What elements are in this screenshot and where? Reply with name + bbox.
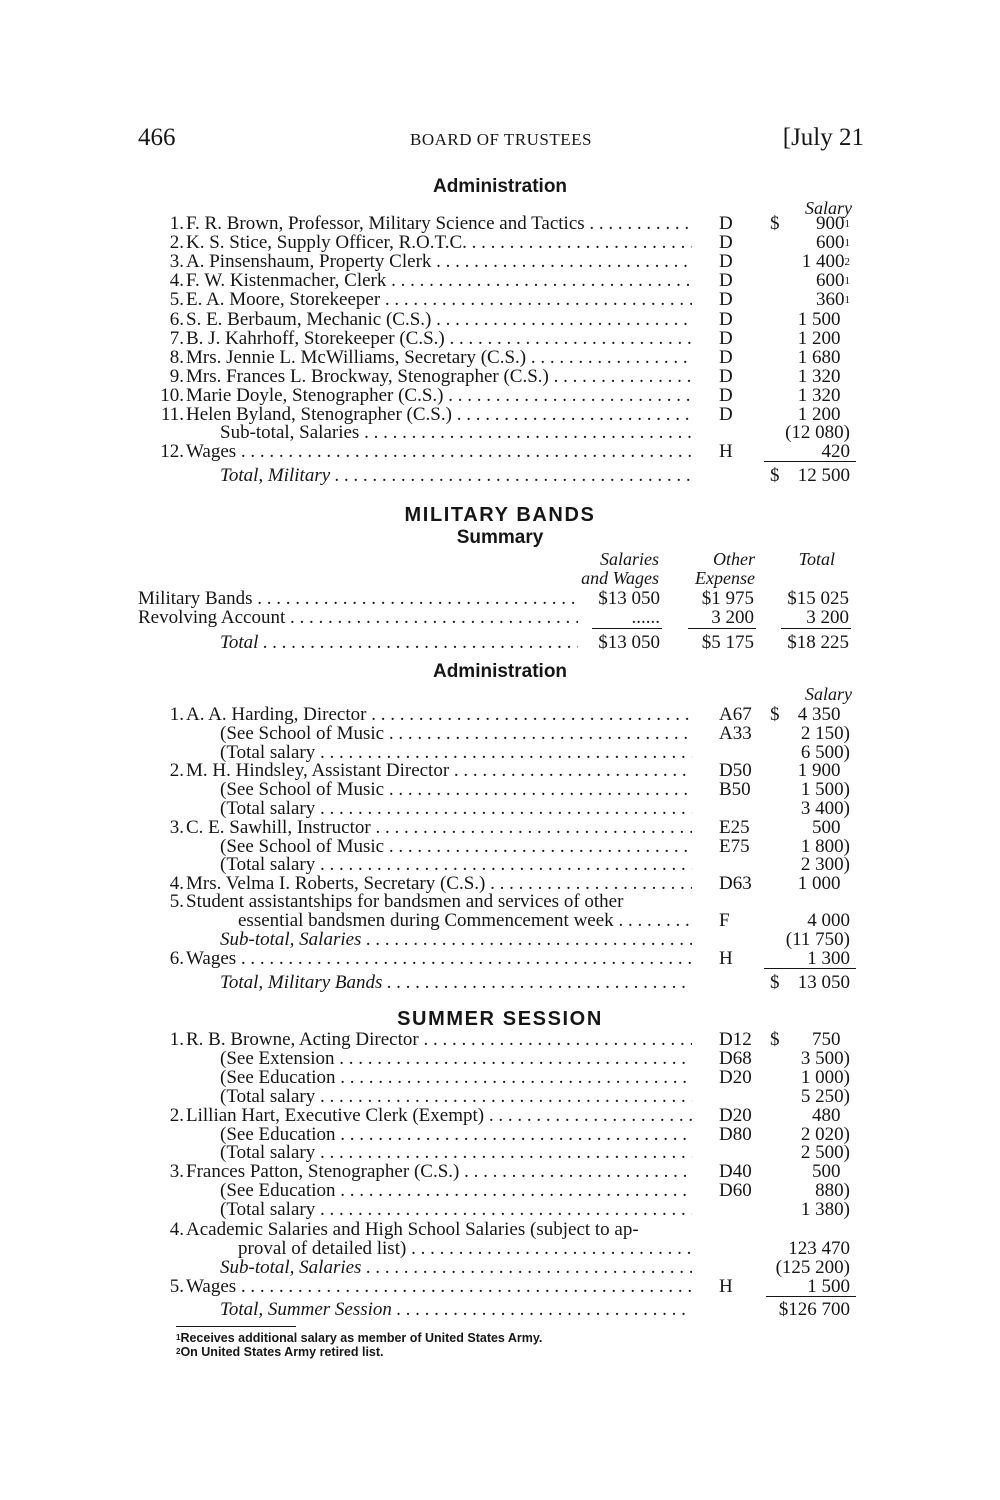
fund-code: D bbox=[719, 384, 733, 406]
band-subtotal-row bbox=[138, 930, 858, 949]
summer-total-row bbox=[138, 1300, 858, 1319]
staff-name: F. W. Kistenmacher, Clerk . . . bbox=[186, 271, 692, 290]
subtotal-amount: (11 750) bbox=[785, 929, 850, 950]
detail-row bbox=[138, 780, 858, 799]
total-amount: $126 700 bbox=[778, 1299, 850, 1320]
band-item-5 bbox=[138, 892, 858, 930]
staff-name: (Total salary . . . bbox=[220, 1087, 692, 1106]
salary-amount bbox=[801, 780, 850, 799]
dollar-sign: $ bbox=[770, 213, 780, 234]
fund-code: D bbox=[719, 365, 733, 387]
subtotal-label: Sub-total, Salaries . . . bbox=[220, 423, 692, 442]
summary-label: Revolving Account . . . bbox=[138, 608, 578, 627]
staff-name: (See Education . . . bbox=[220, 1125, 692, 1144]
footnote-rule bbox=[176, 1326, 296, 1327]
wages-amount: 1 500 bbox=[807, 1276, 850, 1297]
summary-rule bbox=[688, 628, 756, 629]
salary-amount bbox=[812, 1106, 850, 1125]
salary-value: 1 200 bbox=[797, 327, 841, 349]
staff-row bbox=[138, 1162, 858, 1181]
salary-amount bbox=[801, 1143, 850, 1162]
fund-code: D bbox=[719, 289, 733, 311]
item-number: 7. bbox=[169, 327, 184, 349]
fund-code: D bbox=[719, 308, 733, 330]
summary-salaries-wages: $13 050 bbox=[598, 588, 660, 609]
summary-row-revolving-account bbox=[138, 608, 860, 627]
salary-amount bbox=[801, 743, 850, 762]
fund-code: F bbox=[719, 910, 730, 931]
fund-code: D bbox=[719, 346, 733, 368]
item-number: 8. bbox=[169, 346, 184, 368]
summary-salaries-wages: $13 050 bbox=[598, 632, 660, 653]
page-header bbox=[138, 124, 864, 158]
subtotal-amount: (125 200) bbox=[775, 1257, 850, 1278]
column-heading-line: Salaries bbox=[599, 549, 659, 569]
footnote-marker: 1 bbox=[844, 237, 850, 250]
column-heading-line: Total bbox=[798, 549, 835, 569]
salary-amount bbox=[801, 1068, 850, 1087]
fund-code: D20 bbox=[719, 1104, 752, 1126]
item-number: 3. bbox=[169, 251, 184, 273]
summary-other-expense: $5 175 bbox=[701, 632, 754, 653]
salary-value: 2 300) bbox=[800, 854, 850, 876]
salary-value: 360 bbox=[816, 289, 845, 311]
salary-value: 1 900 bbox=[797, 760, 841, 782]
salary-value: 1 380) bbox=[800, 1199, 850, 1221]
running-head: BOARD OF TRUSTEES bbox=[410, 130, 592, 149]
staff-name: B. J. Kahrhoff, Storekeeper (C.S.) . . . bbox=[186, 329, 692, 348]
fund-code: A33 bbox=[719, 722, 752, 744]
footnote-2 bbox=[176, 1345, 384, 1359]
total-rule bbox=[766, 1296, 856, 1297]
item-number: 5. bbox=[169, 891, 184, 912]
staff-name: (See Education . . . bbox=[220, 1181, 692, 1200]
subtotal-amount: (12 080) bbox=[785, 422, 850, 443]
staff-row bbox=[138, 290, 858, 309]
fund-code: D bbox=[719, 232, 733, 254]
salary-amount bbox=[812, 1030, 850, 1049]
dollar-sign: $ bbox=[770, 704, 780, 725]
salary-value: 2 020) bbox=[800, 1123, 850, 1145]
total-rule bbox=[764, 461, 856, 462]
salary-amount bbox=[798, 705, 850, 724]
salary-amount bbox=[801, 1200, 850, 1219]
column-heading-line: and Wages bbox=[581, 568, 659, 588]
summer-item-4 bbox=[138, 1220, 858, 1258]
detail-row bbox=[138, 1143, 858, 1162]
salary-amount bbox=[801, 1087, 850, 1106]
staff-name: A. Pinsenshaum, Property Clerk . . . bbox=[186, 252, 692, 271]
item-number: 3. bbox=[169, 816, 184, 838]
staff-name: E. A. Moore, Storekeeper . . . bbox=[186, 290, 692, 309]
item-number: 10. bbox=[160, 384, 184, 406]
section-heading-summer-session: SUMMER SESSION bbox=[397, 1008, 603, 1030]
total-label: Total, Military Bands . . . bbox=[220, 973, 692, 992]
detail-row bbox=[138, 1087, 858, 1106]
fund-code: D50 bbox=[719, 760, 752, 782]
salary-amount bbox=[801, 1125, 850, 1144]
summary-label: Military Bands . . . bbox=[138, 589, 578, 608]
summer-subtotal-row bbox=[138, 1258, 858, 1277]
salary-value: 2 150) bbox=[800, 722, 850, 744]
staff-name: Helen Byland, Stenographer (C.S.) . . . bbox=[186, 405, 692, 424]
item-number: 9. bbox=[169, 365, 184, 387]
fund-code: D bbox=[719, 213, 733, 234]
column-heading-line: Expense bbox=[695, 568, 755, 588]
staff-name: (See School of Music . . . bbox=[220, 780, 692, 799]
detail-row bbox=[138, 1181, 858, 1200]
item-number: 5. bbox=[169, 1276, 184, 1297]
staff-name: Mrs. Frances L. Brockway, Stenographer (C.S.) . . . bbox=[186, 367, 692, 386]
item-number: 6. bbox=[169, 308, 184, 330]
salary-amount bbox=[798, 348, 850, 367]
item-description: essential bandsmen during Commencement week . . . bbox=[238, 911, 692, 930]
fund-code: D bbox=[719, 404, 733, 425]
item-number: 2. bbox=[169, 1104, 184, 1126]
staff-name: (Total salary . . . bbox=[220, 799, 692, 818]
staff-name: Marie Doyle, Stenographer (C.S.) . . . bbox=[186, 386, 692, 405]
staff-row bbox=[138, 818, 858, 837]
military-wages-row bbox=[138, 442, 858, 461]
dollar-sign: $ bbox=[770, 972, 780, 993]
salary-value: 6 500) bbox=[800, 741, 850, 763]
salary-value: 1 500) bbox=[800, 779, 850, 801]
salary-value: 500 bbox=[812, 1161, 841, 1183]
fund-code: E75 bbox=[719, 835, 750, 857]
military-subtotal-row bbox=[138, 423, 858, 442]
footnote-text: On United States Army retired list. bbox=[180, 1345, 384, 1359]
salary-amount bbox=[798, 310, 850, 329]
item-number: 6. bbox=[169, 948, 184, 969]
column-heading-other-expense bbox=[665, 550, 755, 588]
item-number: 5. bbox=[169, 289, 184, 311]
staff-name: (Total salary . . . bbox=[220, 855, 692, 874]
detail-row bbox=[138, 1125, 858, 1144]
fund-code: B50 bbox=[719, 779, 751, 801]
column-heading-salaries-wages bbox=[565, 550, 659, 588]
item-number: 2. bbox=[169, 760, 184, 782]
item-number: 1. bbox=[169, 704, 184, 725]
salary-value: 1 000 bbox=[797, 873, 841, 895]
staff-row bbox=[138, 233, 858, 252]
staff-name: (Total salary . . . bbox=[220, 1143, 692, 1162]
salary-amount bbox=[798, 367, 850, 386]
item-amount: 123 470 bbox=[788, 1238, 850, 1259]
fund-code: D40 bbox=[719, 1161, 752, 1183]
salary-amount bbox=[801, 855, 850, 874]
staff-row bbox=[138, 348, 858, 367]
column-heading-total bbox=[765, 550, 835, 569]
salary-value: 3 500) bbox=[800, 1047, 850, 1069]
item-number: 1. bbox=[169, 1029, 184, 1050]
staff-name: F. R. Brown, Professor, Military Science and Tactics . . . bbox=[186, 214, 692, 233]
fund-code: H bbox=[719, 441, 733, 462]
salary-value: 1 320 bbox=[797, 384, 841, 406]
salary-value: 2 500) bbox=[800, 1142, 850, 1164]
salary-amount bbox=[798, 874, 850, 893]
item-number: 4. bbox=[169, 873, 184, 895]
staff-name: (Total salary . . . bbox=[220, 743, 692, 762]
band-total-row bbox=[138, 973, 858, 992]
salary-value: 600 bbox=[816, 232, 845, 254]
summary-other-expense: 3 200 bbox=[711, 607, 754, 628]
salary-value: 1 400 bbox=[801, 251, 845, 273]
staff-row bbox=[138, 386, 858, 405]
summary-total: $18 225 bbox=[787, 632, 849, 653]
footnote-text: Receives additional salary as member of United States Army. bbox=[180, 1331, 543, 1345]
summary-rule bbox=[592, 628, 662, 629]
staff-row bbox=[138, 1106, 858, 1125]
staff-name: (See School of Music . . . bbox=[220, 837, 692, 856]
fund-code: D20 bbox=[719, 1066, 752, 1088]
staff-name: (Total salary . . . bbox=[220, 1200, 692, 1219]
wages-label: Wages . . . bbox=[186, 442, 692, 461]
detail-row bbox=[138, 1049, 858, 1068]
subtotal-label: Sub-total, Salaries . . . bbox=[220, 930, 692, 949]
salary-amount bbox=[801, 1049, 850, 1068]
salary-value: 750 bbox=[812, 1029, 841, 1050]
item-number: 3. bbox=[169, 1161, 184, 1183]
column-heading-salary: Salary bbox=[805, 684, 852, 704]
footnote-marker: 1 bbox=[844, 218, 850, 230]
military-total-row bbox=[138, 466, 858, 485]
dollar-sign: $ bbox=[770, 1029, 780, 1050]
staff-row bbox=[138, 214, 858, 233]
salary-value: 880) bbox=[815, 1180, 850, 1202]
fund-code: D63 bbox=[719, 873, 752, 895]
column-heading-salary: Salary bbox=[805, 198, 852, 218]
total-amount: 12 500 bbox=[797, 465, 850, 486]
wages-label: Wages . . . bbox=[186, 1277, 692, 1296]
footnote-mark: 2 bbox=[176, 1347, 181, 1356]
salary-amount bbox=[798, 761, 850, 780]
staff-name: K. S. Stice, Supply Officer, R.O.T.C. . . . bbox=[186, 233, 692, 252]
footnote-marker: 1 bbox=[844, 275, 850, 288]
footnote-marker: 2 bbox=[844, 256, 850, 269]
summary-total: 3 200 bbox=[806, 607, 849, 628]
footnote-marker: 1 bbox=[844, 294, 850, 307]
staff-name: (See School of Music . . . bbox=[220, 724, 692, 743]
fund-code: D bbox=[719, 270, 733, 292]
salary-amount bbox=[798, 329, 850, 348]
summary-salaries-wages: ...... bbox=[631, 607, 660, 628]
staff-name: R. B. Browne, Acting Director . . . bbox=[186, 1030, 692, 1049]
salary-value: 1 800) bbox=[800, 835, 850, 857]
staff-row bbox=[138, 310, 858, 329]
fund-code: D12 bbox=[719, 1029, 752, 1050]
salary-value: 900 bbox=[816, 213, 845, 234]
wages-amount: 1 300 bbox=[807, 948, 850, 969]
staff-name: Mrs. Jennie L. McWilliams, Secretary (C.S.) . . . bbox=[186, 348, 692, 367]
staff-name: M. H. Hindsley, Assistant Director . . . bbox=[186, 761, 692, 780]
summary-row-military-bands bbox=[138, 589, 860, 608]
item-description: Academic Salaries and High School Salaries (subject to ap- bbox=[186, 1219, 639, 1240]
staff-row bbox=[138, 761, 858, 780]
detail-row bbox=[138, 724, 858, 743]
salary-amount bbox=[801, 724, 850, 743]
total-rule bbox=[764, 968, 856, 969]
header-date: [July 21 bbox=[782, 124, 864, 151]
item-description: proval of detailed list) . . . bbox=[238, 1239, 692, 1258]
staff-row bbox=[138, 271, 858, 290]
item-description: Student assistantships for bandsmen and services of other bbox=[186, 891, 624, 912]
summary-other-expense: $1 975 bbox=[701, 588, 754, 609]
summary-label: Total . . . bbox=[220, 633, 578, 652]
fund-code: E25 bbox=[719, 816, 750, 838]
fund-code: H bbox=[719, 1276, 733, 1297]
staff-row bbox=[138, 705, 858, 724]
total-amount: 13 050 bbox=[797, 972, 850, 993]
staff-row bbox=[138, 1030, 858, 1049]
footnote-mark: 1 bbox=[176, 1333, 181, 1342]
item-number: 12. bbox=[160, 441, 184, 462]
item-number: 4. bbox=[169, 270, 184, 292]
detail-row bbox=[138, 837, 858, 856]
staff-row bbox=[138, 329, 858, 348]
salary-value: 1 680 bbox=[797, 346, 841, 368]
salary-value: 600 bbox=[816, 270, 845, 292]
detail-row bbox=[138, 743, 858, 762]
salary-amount bbox=[812, 1162, 850, 1181]
salary-amount bbox=[801, 837, 850, 856]
staff-name: A. A. Harding, Director . . . bbox=[186, 705, 692, 724]
salary-value: 3 400) bbox=[800, 798, 850, 819]
detail-row bbox=[138, 1200, 858, 1219]
wages-amount: 420 bbox=[821, 441, 850, 462]
page-number: 466 bbox=[138, 124, 176, 151]
wages-label: Wages . . . bbox=[186, 949, 692, 968]
staff-name: Mrs. Velma I. Roberts, Secretary (C.S.) . . . bbox=[186, 874, 692, 893]
salary-value: 500 bbox=[812, 816, 841, 838]
column-heading-line: Other bbox=[713, 549, 755, 569]
salary-value: 480 bbox=[812, 1104, 841, 1126]
subtotal-label: Sub-total, Salaries . . . bbox=[220, 1258, 692, 1277]
fund-code: D68 bbox=[719, 1047, 752, 1069]
fund-code: H bbox=[719, 948, 733, 969]
item-number: 2. bbox=[169, 232, 184, 254]
salary-value: 1 200 bbox=[797, 404, 841, 425]
staff-name: (See Extension . . . bbox=[220, 1049, 692, 1068]
staff-name: Lillian Hart, Executive Clerk (Exempt) . . . bbox=[186, 1106, 692, 1125]
salary-value: 4 350 bbox=[797, 704, 841, 725]
item-number: 1. bbox=[169, 213, 184, 234]
fund-code: D80 bbox=[719, 1123, 752, 1145]
summary-total: $15 025 bbox=[787, 588, 849, 609]
staff-row bbox=[138, 405, 858, 424]
salary-value: 1 500 bbox=[797, 308, 841, 330]
salary-amount bbox=[801, 799, 850, 818]
staff-name: (See Education . . . bbox=[220, 1068, 692, 1087]
detail-row bbox=[138, 855, 858, 874]
dollar-sign: $ bbox=[770, 465, 780, 486]
salary-amount bbox=[798, 386, 850, 405]
detail-row bbox=[138, 1068, 858, 1087]
summer-wages-row bbox=[138, 1277, 858, 1296]
fund-code: D bbox=[719, 327, 733, 349]
detail-row bbox=[138, 799, 858, 818]
item-number: 4. bbox=[169, 1219, 184, 1240]
salary-amount bbox=[812, 818, 850, 837]
item-number: 11. bbox=[160, 404, 184, 425]
salary-value: 1 320 bbox=[797, 365, 841, 387]
item-amount: 4 000 bbox=[807, 910, 850, 931]
staff-row bbox=[138, 367, 858, 386]
salary-value: 1 000) bbox=[800, 1066, 850, 1088]
staff-row bbox=[138, 252, 858, 271]
fund-code: D60 bbox=[719, 1180, 752, 1202]
footnote-1 bbox=[176, 1331, 542, 1345]
section-heading-administration: Administration bbox=[432, 176, 568, 197]
total-label: Total, Military . . . bbox=[220, 466, 692, 485]
salary-amount bbox=[815, 1181, 850, 1200]
staff-name: S. E. Berbaum, Mechanic (C.S.) . . . bbox=[186, 310, 692, 329]
section-heading-military-bands: MILITARY BANDS bbox=[404, 504, 596, 526]
summary-row-total bbox=[138, 633, 860, 652]
salary-value: 5 250) bbox=[800, 1085, 850, 1107]
staff-name: Frances Patton, Stenographer (C.S.) . . . bbox=[186, 1162, 692, 1181]
summary-heading: Summary bbox=[456, 527, 544, 548]
staff-name: C. E. Sawhill, Instructor . . . bbox=[186, 818, 692, 837]
summary-rule bbox=[781, 628, 851, 629]
total-label: Total, Summer Session . . . bbox=[220, 1300, 692, 1319]
band-wages-row bbox=[138, 949, 858, 968]
fund-code: A67 bbox=[719, 704, 752, 725]
fund-code: D bbox=[719, 251, 733, 273]
section-heading-administration: Administration bbox=[432, 661, 568, 682]
